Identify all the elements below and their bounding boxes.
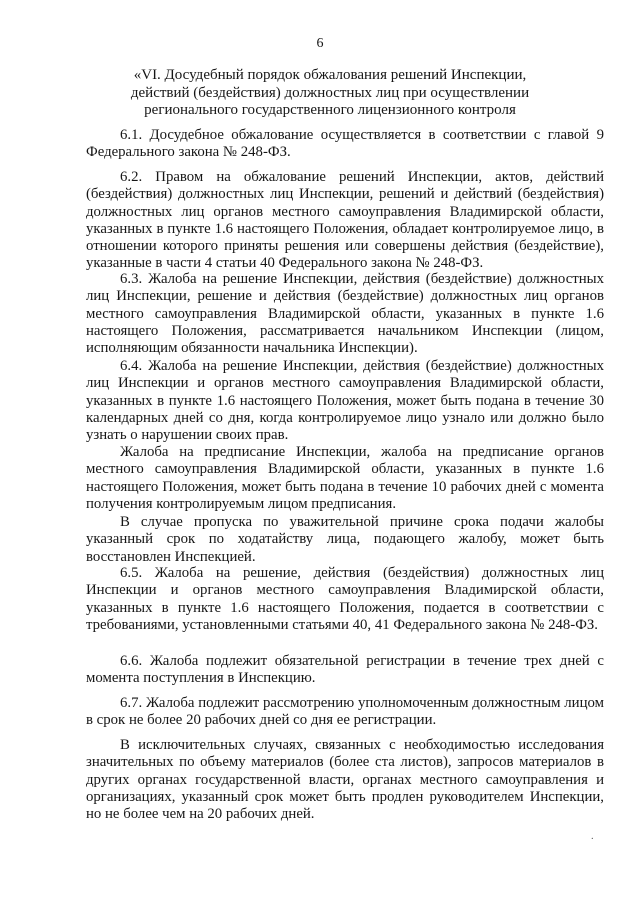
paragraph-exceptional-cases: В исключительных случаях, связанных с необходимостью исследования значительных по объему материалов (более ста листов), запросов материалов в других органах государственной власти, органах местного самоуправления и организациях, указанный срок может быть продлен руководителем Инспекции, но не более чем на 20 рабочих дней. [86,737,604,823]
paragraph-6-4: 6.4. Жалоба на решение Инспекции, действия (бездействие) должностных лиц Инспекции и органов местного самоуправления Владимирской области, указанных в пункте 1.6 настоящего Положения, может быть подана в течение 30 календарных дней со дня, когда контролируемое лицо узнало или должно было узнать о нарушении своих прав. [86,358,604,444]
paragraph-6-2: 6.2. Правом на обжалование решений Инспекции, актов, действий (бездействия) должностных лиц Инспекции, решений и действий (бездействия) должностных лиц органов местного самоуправления Владимирской области, указанных в пункте 1.6 настоящего Положения, обладает контролируемое лицо, в отношении которого приняты решения или совершены действия (бездействие), указанные в части 4 статьи 40 Федерального закона № 248-ФЗ. [86,169,604,272]
paragraph-6-6: 6.6. Жалоба подлежит обязательной регистрации в течение трех дней с момента поступления в Инспекцию. [86,653,604,687]
paragraph-6-3: 6.3. Жалоба на решение Инспекции, действия (бездействие) должностных лиц Инспекции, решение и действия (бездействие) должностных лиц органов местного самоуправления Владимирской области, указанных в пункте 1.6 настоящего Положения, рассматривается начальником Инспекции (лицом, исполняющим обязанности начальника Инспекции). [86,271,604,357]
footer-mark: · [590,834,594,845]
page-number: 6 [316,36,324,51]
paragraph-6-1: 6.1. Досудебное обжалование осуществляется в соответствии с главой 9 Федерального закона № 248-ФЗ. [86,127,604,161]
paragraph-complaint-order: Жалоба на предписание Инспекции, жалоба на предписание органов местного самоуправления Владимирской области, указанных в пункте 1.6 настоящего Положения, может быть подана в течение 10 рабочих дней с момента получения контролируемым лицом предписания. [86,444,604,512]
paragraph-6-5: 6.5. Жалоба на решение, действия (бездействия) должностных лиц Инспекции и органов местного самоуправления Владимирской области, указанных в пункте 1.6 настоящего Положения, подается в соответствии с требованиями, установленными статьями 40, 41 Федерального закона № 248-ФЗ. [86,565,604,633]
paragraph-missed-deadline: В случае пропуска по уважительной причине срока подачи жалобы указанный срок по ходатайству лица, подающего жалобу, может быть восстановлен Инспекцией. [86,514,604,565]
paragraph-6-7: 6.7. Жалоба подлежит рассмотрению уполномоченным должностным лицом в срок не более 20 рабочих дней со дня ее регистрации. [86,695,604,729]
section-title: «VI. Досудебный порядок обжалования решений Инспекции, действий (бездействия) должностных лиц при осуществлении регионального государственного лицензионного контроля [130,67,530,118]
